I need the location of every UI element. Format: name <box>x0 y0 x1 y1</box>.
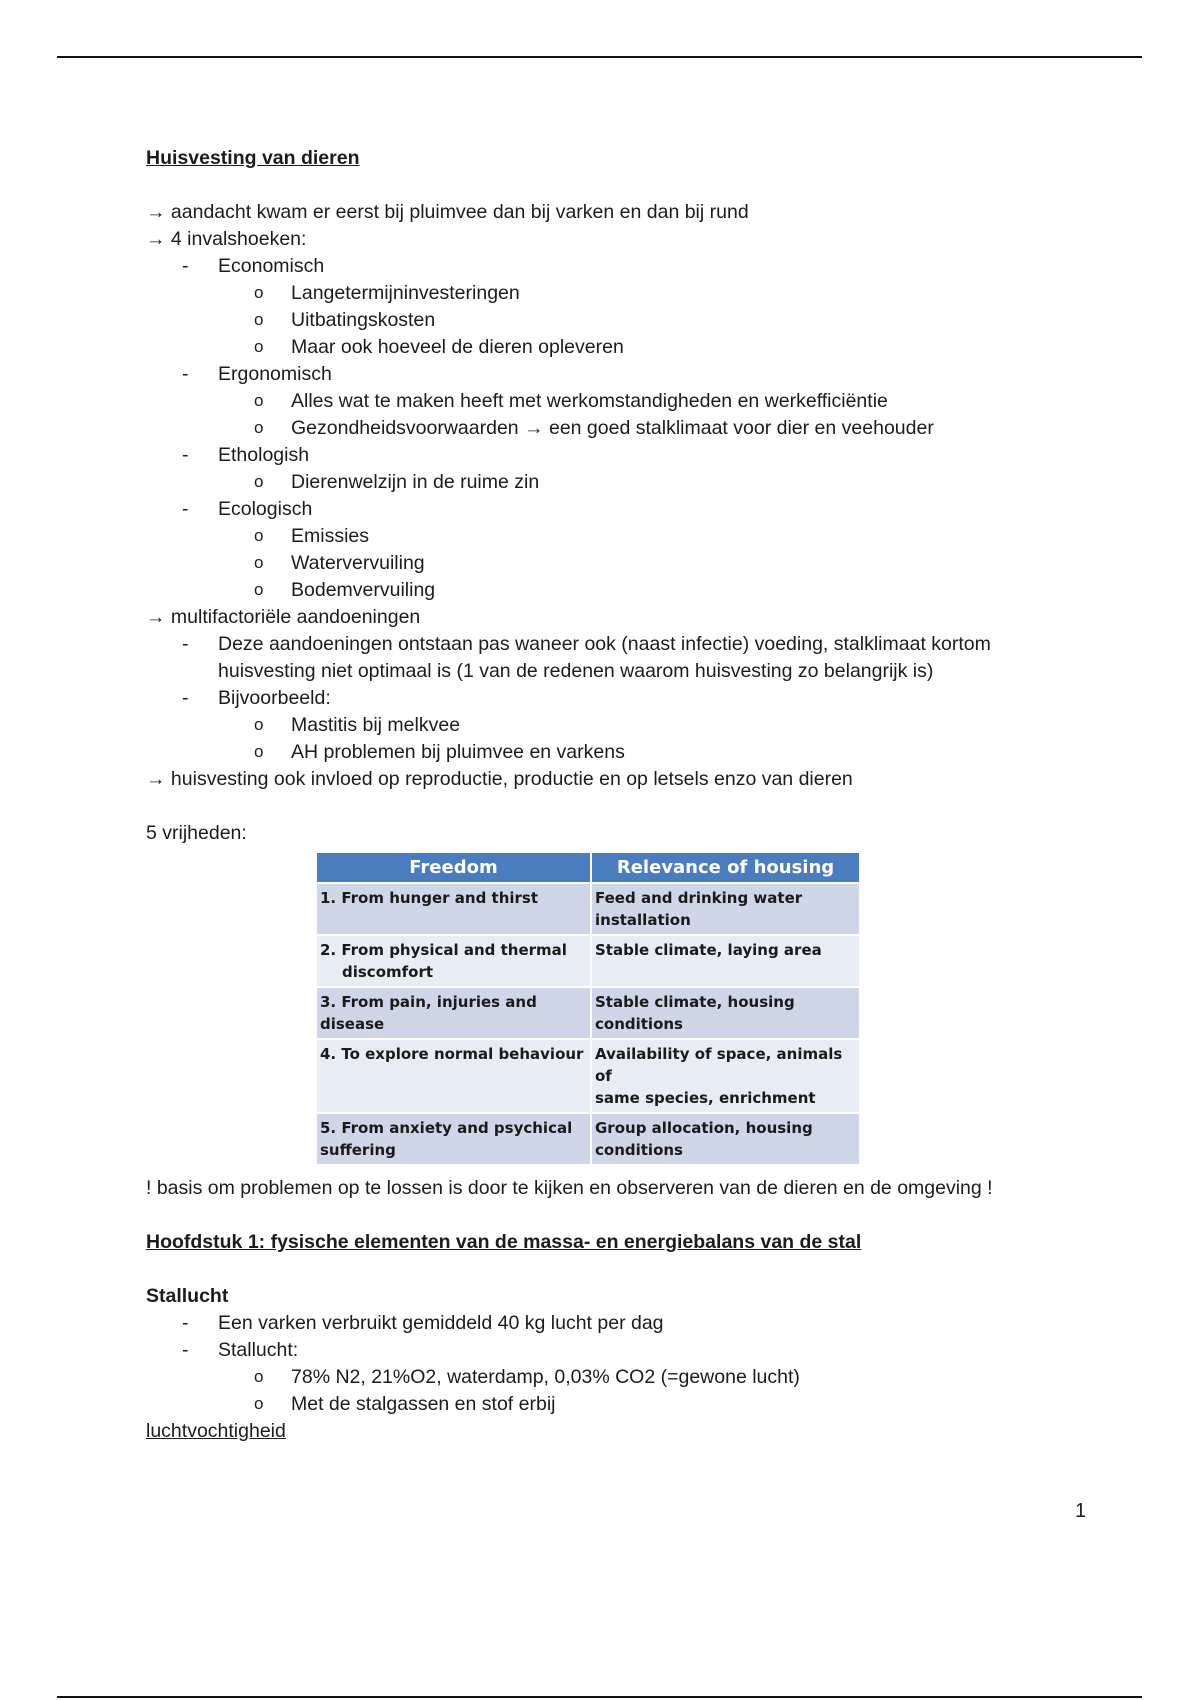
freedom-cell: 1. From hunger and thirst <box>317 883 591 935</box>
top-rule <box>57 56 1142 58</box>
table-header-relevance: Relevance of housing <box>591 853 859 883</box>
table-row <box>317 883 859 935</box>
freedom-cell: 5. From anxiety and psychical suffering <box>317 1113 591 1164</box>
intro-line-1: → aandacht kwam er eerst bij pluimvee dan bij varken en dan bij rund <box>146 201 749 223</box>
bottom-rule <box>57 1696 1142 1698</box>
freedom-cell: 3. From pain, injuries and disease <box>317 987 591 1039</box>
page-title: Huisvesting van dieren <box>146 147 360 169</box>
humidity-heading: luchtvochtigheid <box>146 1420 286 1442</box>
freedoms-table <box>317 853 859 1164</box>
freedom-cell: 2. From physical and thermal discomfort <box>317 935 591 987</box>
influence-line: → huisvesting ook invloed op reproductie, productie en op letsels enzo van dieren <box>146 768 853 790</box>
multifactorial-header: → multifactoriële aandoeningen <box>146 606 421 628</box>
table-row <box>317 1039 859 1113</box>
table-row <box>317 1113 859 1164</box>
table-row <box>317 935 859 987</box>
relevance-cell: Stable climate, laying area <box>591 935 859 987</box>
relevance-cell: Feed and drinking water installation <box>591 883 859 935</box>
page-number: 1 <box>1075 1500 1087 1522</box>
table-row <box>317 987 859 1039</box>
relevance-cell: Group allocation, housing conditions <box>591 1113 859 1164</box>
freedom-cell: 4. To explore normal behaviour <box>317 1039 591 1113</box>
chapter-title: Hoofdstuk 1: fysische elementen van de massa- en energiebalans van de stal <box>146 1231 862 1253</box>
stallucht-title: Stallucht <box>146 1285 229 1307</box>
table-header-freedom: Freedom <box>317 853 591 883</box>
relevance-cell: Availability of space, animals of same species, enrichment <box>591 1039 859 1113</box>
basis-note: ! basis om problemen op te lossen is door te kijken en observeren van de dieren en de omgeving ! <box>146 1177 993 1199</box>
freedoms-label: 5 vrijheden: <box>146 822 247 844</box>
intro-line-2: → 4 invalshoeken: <box>146 228 307 250</box>
relevance-cell: Stable climate, housing conditions <box>591 987 859 1039</box>
